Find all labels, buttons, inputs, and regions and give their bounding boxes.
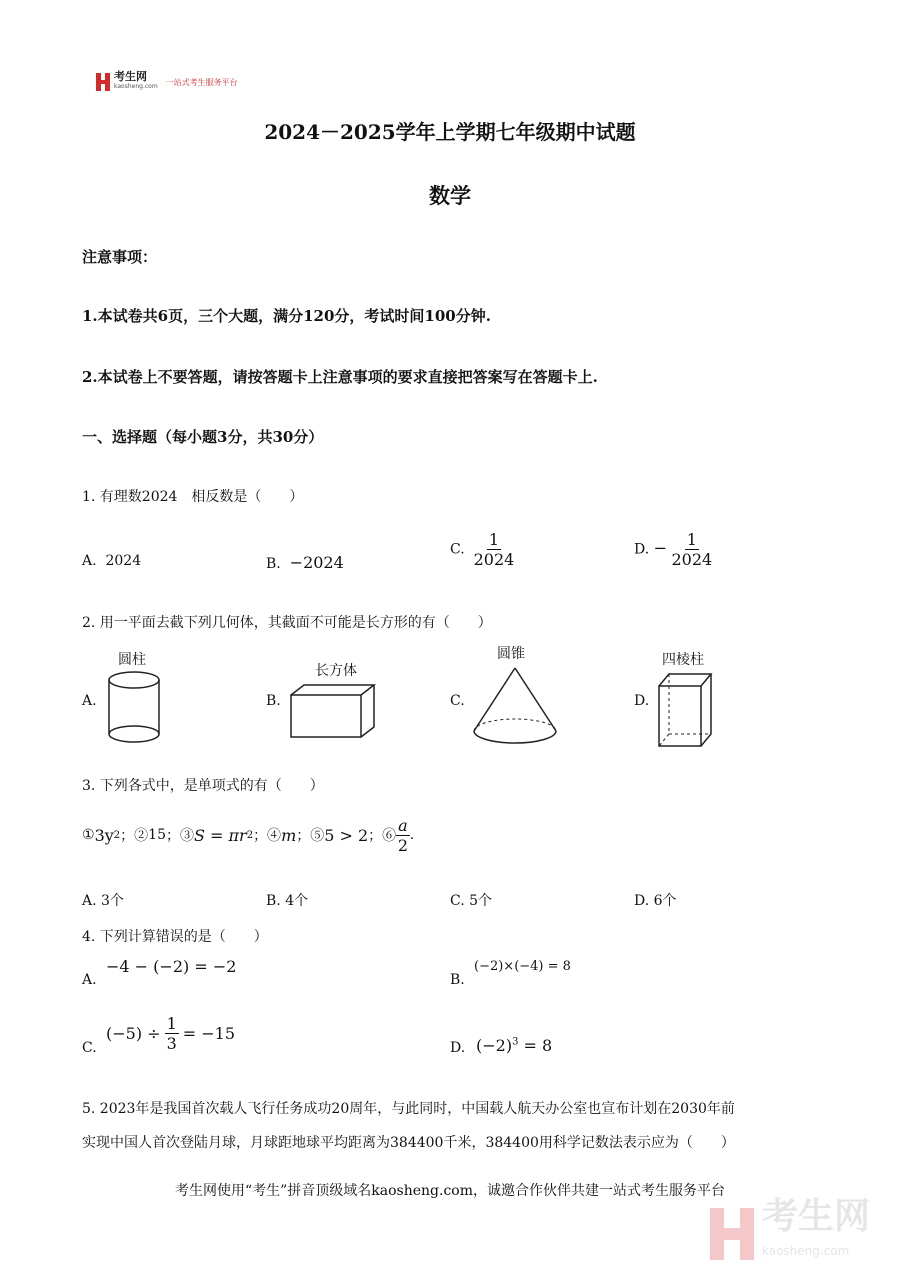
q3-option-a: A. 3个 <box>82 893 124 909</box>
prism-label: 四棱柱 <box>662 652 704 668</box>
cone-shape <box>470 665 560 747</box>
q2-option-d-label: D. <box>634 693 650 709</box>
logo-slogan: 一站式考生服务平台 <box>165 77 238 87</box>
notice-heading: 注意事项： <box>82 248 158 266</box>
fraction: $\frac{1}{2024}$ <box>671 530 713 569</box>
q1-option-d: D. − $\frac{1}{2024}$ <box>634 530 713 569</box>
cuboid-shape <box>288 682 378 740</box>
watermark <box>710 1196 870 1268</box>
notice-item-1: 1.本试卷共6页，三个大题，满分120分，考试时间100分钟. <box>82 307 491 325</box>
page-title: 2024－2025学年上学期七年级期中试题 <box>264 120 636 144</box>
logo-text: 考生网 kaosheng.com <box>114 70 158 90</box>
q4-option-a: −4 − (−2) = −2 <box>106 957 237 976</box>
notice-item-2: 2.本试卷上不要答题，请按答题卡上注意事项的要求直接把答案写在答题卡上. <box>82 368 598 386</box>
question-1-stem: 1. 有理数2024 相反数是（ ） <box>82 489 304 505</box>
fraction: $\frac{1}{3}$ <box>166 1014 177 1053</box>
q3-option-b: B. 4个 <box>266 893 309 909</box>
question-5-line-1: 5. 2023年是我国首次载人飞行任务成功20周年，与此同时，中国载人航天办公室也宣布计划在2030年前 <box>82 1101 735 1117</box>
q4-option-d-label: D. <box>450 1040 466 1056</box>
watermark-text: 考生网 kaosheng.com <box>761 1196 870 1258</box>
q2-option-c-label: C. <box>450 693 465 709</box>
q4-option-b: (−2)×(−4) = 8 <box>474 959 571 974</box>
fraction: $\frac{a}{2}$ <box>397 815 409 855</box>
watermark-logo-icon <box>710 1208 754 1260</box>
q1-option-c: C. $\frac{1}{2024}$ <box>450 530 515 569</box>
q1-option-b: B. −2024 <box>266 553 344 572</box>
section-heading: 一、选择题（每小题3分，共30分） <box>82 428 324 446</box>
question-4-stem: 4. 下列计算错误的是（ ） <box>82 929 268 945</box>
cylinder-label: 圆柱 <box>118 652 146 668</box>
cylinder-shape <box>104 670 164 746</box>
q4-option-a-label: A. <box>82 972 97 988</box>
subject-title: 数学 <box>429 183 471 208</box>
q2-option-a-label: A. <box>82 693 97 709</box>
q4-option-c-label: C. <box>82 1040 97 1056</box>
q4-option-c: (−5) ÷ $\frac{1}{3}$ = −15 <box>106 1014 236 1053</box>
cuboid-label: 长方体 <box>315 663 357 679</box>
question-5-line-2: 实现中国人首次登陆月球，月球距地球平均距离为384400千米，384400用科学记数法表示应为（ ） <box>82 1135 735 1151</box>
q2-option-b-label: B. <box>266 693 281 709</box>
footer-text: 考生网使用“考生”拼音顶级域名kaosheng.com，诚邀合作伙伴共建一站式考生服务平台 <box>174 1183 726 1199</box>
q3-option-d: D. 6个 <box>634 893 677 909</box>
q1-option-a: A. 2024 <box>82 553 142 569</box>
fraction: $\frac{1}{2024}$ <box>473 530 515 569</box>
q3-option-c: C. 5个 <box>450 893 493 909</box>
q4-option-b-label: B. <box>450 972 465 988</box>
prism-shape <box>655 670 715 750</box>
logo-icon <box>96 73 110 91</box>
question-2-stem: 2. 用一平面去截下列几何体，其截面不可能是长方形的有（ ） <box>82 615 492 631</box>
q4-option-d: $(-2)^3 = 8$ <box>476 1036 553 1055</box>
question-3-stem: 3. 下列各式中，是单项式的有（ ） <box>82 778 324 794</box>
header-logo <box>96 72 238 92</box>
q3-expressions: ① 3y 2 ；② 15 ；③ S = πr 2 ；④ m ；⑤ 5 > 2 ；⑥ $\frac{a}{2}$ . <box>82 815 415 855</box>
cone-label: 圆锥 <box>497 646 525 662</box>
